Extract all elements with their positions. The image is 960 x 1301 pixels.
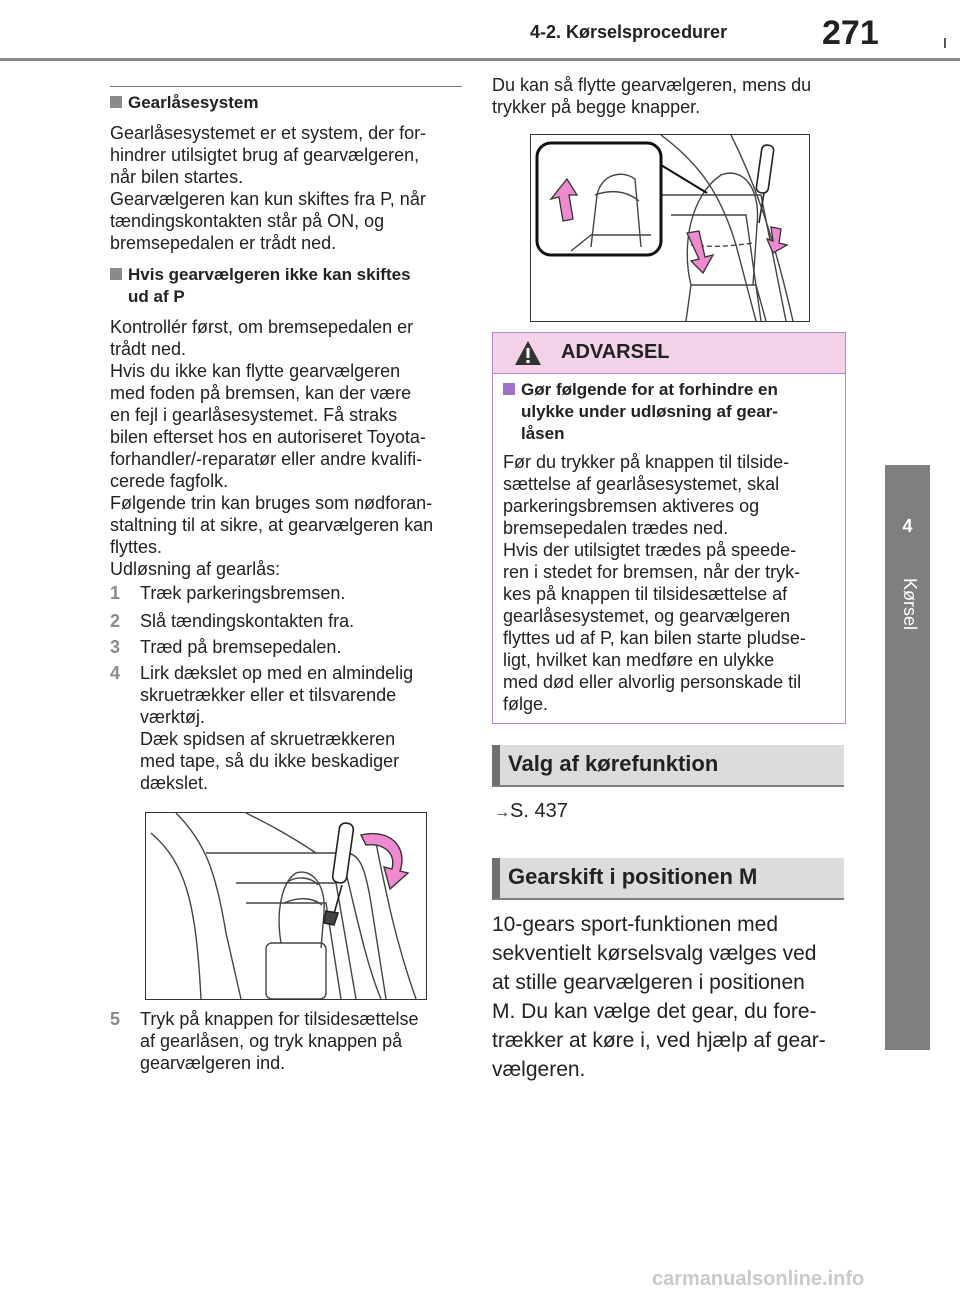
rotate-arrow-icon xyxy=(361,834,408,889)
chapter-tab xyxy=(885,465,930,1050)
section-heading-m-position: Gearskift i positionen M xyxy=(492,858,844,900)
warning-box xyxy=(492,332,846,724)
illustration-pry-cover xyxy=(145,812,427,1000)
square-bullet-icon xyxy=(503,383,515,395)
inset-detail xyxy=(537,143,707,255)
heading-gearlock: Gearlåsesystem xyxy=(110,92,258,114)
para-cannot-shift: Kontrollér først, om bremsepedalen er trådt ned. Hvis du ikke kan flytte gearvælgeren med foden på bremsen, kan der være en fejl i gearlåsesystemet. Få straks bilen efterset hos en autoriseret Toyota- forhandler/-reparatør eller andre kvalifi- cerede fagfolk. Følgende trin kan bruges som nødforan- staltning til at sikre, at gearvælgeren kan flyttes. Udløsning af gearlås: xyxy=(110,317,434,579)
footer-watermark: carmanualsonline.info xyxy=(652,1268,865,1290)
shift-lever-buttons-illustration xyxy=(531,135,809,321)
shift-lever-screwdriver-illustration xyxy=(146,813,426,999)
illustration-press-buttons xyxy=(530,134,810,322)
square-bullet-icon xyxy=(110,268,122,280)
step-1: 1 Træk parkeringsbremsen. xyxy=(110,583,346,603)
step-5: 5 Tryk på knappen for tilsidesættelse af gearlåsen, og tryk knappen på gearvælgeren ind. xyxy=(110,1009,419,1073)
page-number: 271 xyxy=(822,14,879,52)
warning-title: ADVARSEL xyxy=(561,341,670,363)
warning-body: Før du trykker på knappen til tilside- sættelse af gearlåsesystemet, skal parkeringsbremsen aktiveres og bremsepedalen trædes ned. Hvis der utilsigtet trædes på speede- ren i stedet for bremsen, når der tryk- kes på knappen til tilsidesættelse af gearlåsesystemet, og gearvælgeren flyttes ud af P, kan bilen starte pludse- ligt, hvilket kan medføre en ulykke med død eller alvorlig personskade til følge. xyxy=(503,452,806,714)
page-reference-link[interactable]: →S. 437 xyxy=(494,800,568,822)
arrow-right-icon: → xyxy=(494,804,510,821)
para-gearlock: Gearlåsesystemet er et system, der for- hindrer utilsigtet brug af gearvælgeren, når bilen startes. Gearvælgeren kan kun skiftes fra P, når tændingskontakten står på ON, og bremsepedalen er trådt ned. xyxy=(110,123,427,253)
step-3: 3 Træd på bremsepedalen. xyxy=(110,637,342,657)
para-move-lever: Du kan så flytte gearvælgeren, mens du trykker på begge knapper. xyxy=(492,75,812,117)
square-bullet-icon xyxy=(110,96,122,108)
warning-heading: Gør følgende for at forhindre en ulykke under udløsning af gear- låsen xyxy=(503,379,833,445)
warning-triangle-icon xyxy=(513,339,543,367)
chapter-number: 4 xyxy=(902,516,913,536)
edge-tick xyxy=(944,38,946,48)
header-divider xyxy=(0,58,960,61)
chapter-label: Kørsel xyxy=(900,578,920,631)
step-2: 2 Slå tændingskontakten fra. xyxy=(110,611,355,631)
section-title: 4-2. Kørselsprocedurer xyxy=(530,22,728,42)
top-rule xyxy=(110,86,462,87)
heading-cannot-shift: Hvis gearvælgeren ikke kan skiftes ud af P xyxy=(110,264,411,308)
para-m-position: 10-gears sport-funktionen med sekventielt kørselsvalg vælges ved at stille gearvælgeren i positionen M. Du kan vælge det gear, du fore- trækker at køre i, ved hjælp af gear- vælgeren. xyxy=(492,913,826,1081)
step-4: 4 Lirk dækslet op med en almindelig skruetrækker eller et tilsvarende værktøj. Dæk spidsen af skruetrækkeren med tape, så du ikke beskadiger dækslet. xyxy=(110,663,414,793)
warning-header xyxy=(493,333,845,374)
section-heading-drive-mode: Valg af kørefunktion xyxy=(492,745,844,787)
